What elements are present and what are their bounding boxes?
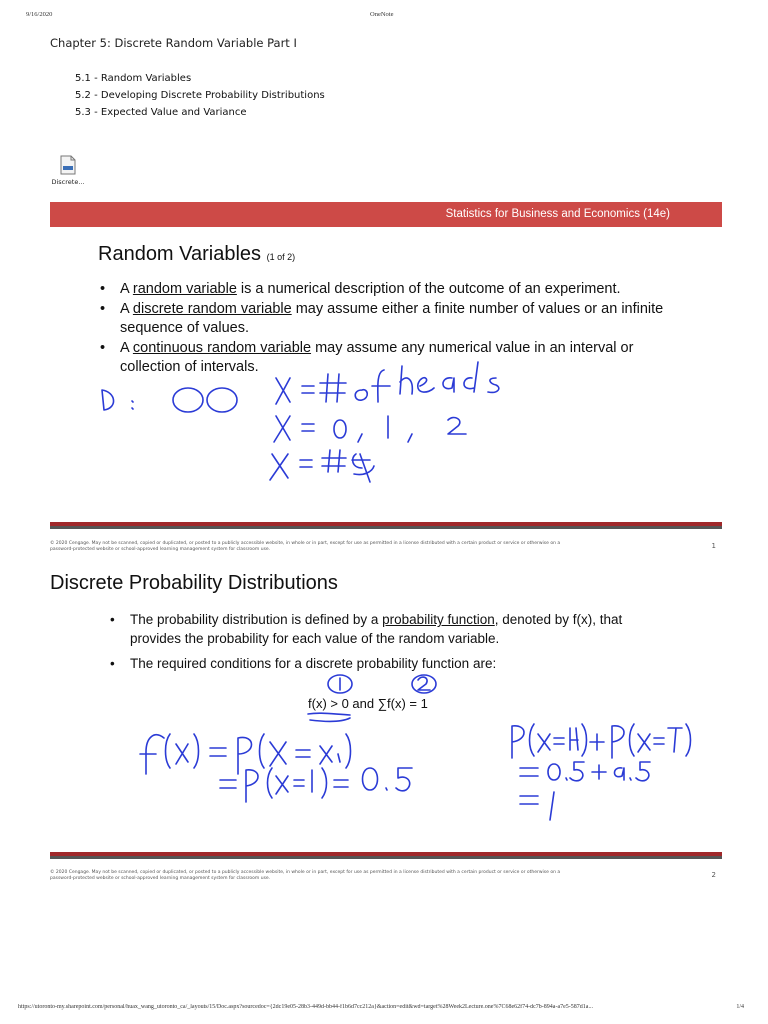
slide-page-number: 1 <box>711 542 716 550</box>
bullet-item: • A continuous random variable may assume any numerical value in an interval or collection of intervals. <box>100 339 680 378</box>
slide-heading: Discrete Probability Distributions <box>50 572 338 594</box>
print-url: https://utoronto-my.sharepoint.com/personal/huax_wang_utoronto_ca/_layouts/15/Doc.aspx?sourcedoc={2dc19e05-28b3-449d-bb44-f1b6d7cc212a}&action=edit&wd=target%28Week2Lecture.one%7C68e62f74-dc7b-894a-a7e5-587d1a... <box>18 1004 593 1010</box>
bullet-item: • A random variable is a numerical description of the outcome of an experiment. <box>100 280 680 300</box>
table-of-contents <box>75 70 325 121</box>
toc-item: 5.2 - Developing Discrete Probability Distributions <box>75 90 325 101</box>
handwritten-annotations <box>50 202 722 542</box>
bullet-item: • The required conditions for a discrete probability function are: <box>110 654 670 673</box>
bullet-item: • The probability distribution is defined by a probability function, denoted by f(x), that provides the probability for each value of the random variable. <box>110 610 670 648</box>
page-title: Chapter 5: Discrete Random Variable Part I <box>50 36 297 50</box>
slide-2 <box>50 562 722 862</box>
attachment-name: Discrete... <box>51 178 85 186</box>
bullet-item: • A discrete random variable may assume either a finite number of values or an infinite sequence of values. <box>100 300 680 339</box>
toc-item: 5.1 - Random Variables <box>75 73 192 84</box>
document-icon <box>60 155 76 175</box>
banner-title: Statistics for Business and Economics (14e) <box>445 208 670 220</box>
print-page-count: 1/4 <box>736 1004 744 1010</box>
print-app-name: OneNote <box>370 11 394 18</box>
slide-copyright: © 2020 Cengage. May not be scanned, copied or duplicated, or posted to a publicly accessible website, in whole or in part, except for use as permitted in a license distributed with a certain product or service or otherwise on a password-protected website or school-approved learning management system for classroom use. <box>50 541 561 552</box>
slide-copyright: © 2020 Cengage. May not be scanned, copied or duplicated, or posted to a publicly accessible website, in whole or in part, except for use as permitted in a license distributed with a certain product or service or otherwise on a password-protected website or school-approved learning management system for classroom use. <box>50 870 561 881</box>
slide-1 <box>50 202 722 542</box>
print-date: 9/16/2020 <box>26 11 53 18</box>
slide-footer-bar <box>50 522 722 529</box>
file-attachment[interactable] <box>48 155 88 186</box>
slide-page-number: 2 <box>711 871 716 879</box>
probability-conditions-formula: f(x) > 0 and ∑f(x) = 1 <box>308 696 428 711</box>
slide-footer-bar <box>50 852 722 859</box>
slide-heading: Random Variables (1 of 2) <box>98 243 296 265</box>
handwritten-annotations <box>50 562 722 862</box>
toc-item: 5.3 - Expected Value and Variance <box>75 107 247 118</box>
